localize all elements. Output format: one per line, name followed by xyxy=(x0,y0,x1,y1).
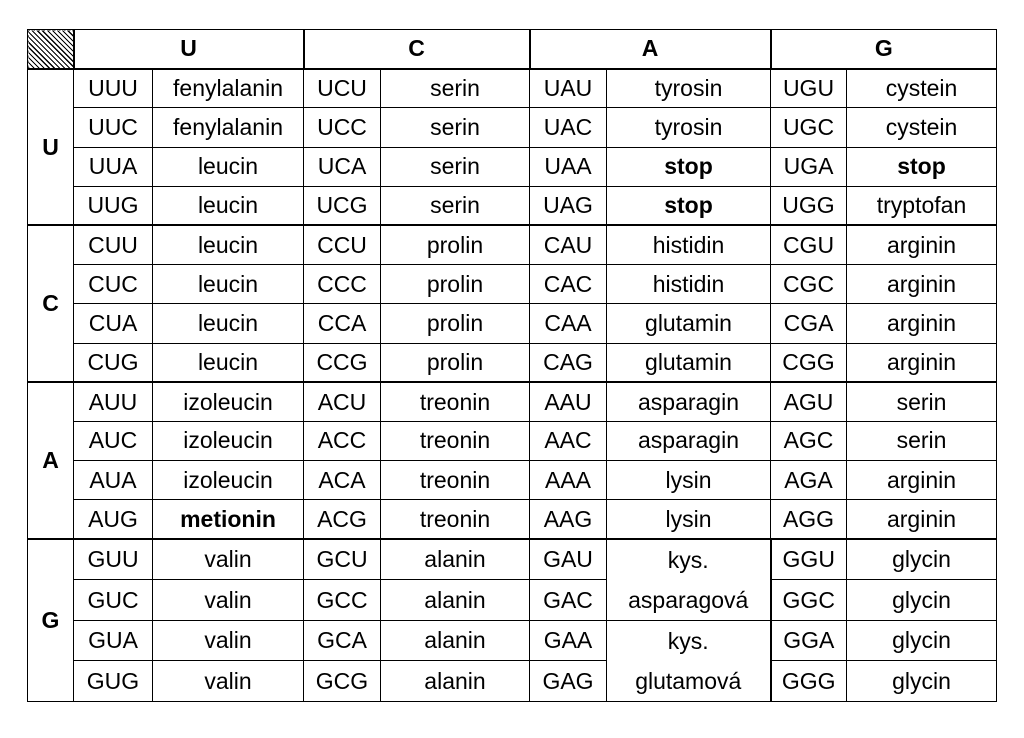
amino-acid-cell-glu xyxy=(607,620,771,701)
amino-acid-cell: leucin xyxy=(153,343,304,382)
amino-acid-cell: serin xyxy=(847,421,997,460)
amino-acid-cell: cystein xyxy=(847,69,997,108)
amino-acid-cell: glycin xyxy=(847,661,997,702)
codon-cell: GCC xyxy=(304,580,381,621)
amino-acid-cell: histidin xyxy=(607,265,771,304)
amino-acid-cell: metionin xyxy=(153,500,304,539)
table-row xyxy=(28,500,997,539)
table-row xyxy=(28,225,997,264)
amino-acid-cell: cystein xyxy=(847,108,997,147)
codon-cell: CGA xyxy=(771,304,847,343)
amino-acid-cell: stop xyxy=(607,186,771,225)
amino-acid-cell: arginin xyxy=(847,500,997,539)
codon-cell: CUA xyxy=(74,304,153,343)
amino-acid-cell: glutamin xyxy=(607,304,771,343)
amino-acid-cell: alanin xyxy=(381,580,530,621)
codon-cell: ACA xyxy=(304,461,381,500)
amino-acid-cell: glycin xyxy=(847,620,997,661)
codon-cell: AUC xyxy=(74,421,153,460)
codon-cell: GAG xyxy=(530,661,607,702)
codon-cell: ACU xyxy=(304,382,381,421)
codon-cell: GGA xyxy=(771,620,847,661)
codon-cell: GAA xyxy=(530,620,607,661)
table-row xyxy=(28,421,997,460)
amino-acid-cell: treonin xyxy=(381,461,530,500)
amino-acid-line: kys. xyxy=(667,546,709,573)
codon-cell: UAG xyxy=(530,186,607,225)
codon-cell: UAC xyxy=(530,108,607,147)
amino-acid-cell: fenylalanin xyxy=(153,69,304,108)
codon-cell: CCG xyxy=(304,343,381,382)
codon-cell: UUU xyxy=(74,69,153,108)
codon-cell: UAU xyxy=(530,69,607,108)
amino-acid-cell: treonin xyxy=(381,500,530,539)
amino-acid-cell: leucin xyxy=(153,265,304,304)
table-row xyxy=(28,304,997,343)
amino-acid-cell: valin xyxy=(153,661,304,702)
amino-acid-cell: alanin xyxy=(381,661,530,702)
codon-cell: AAA xyxy=(530,461,607,500)
codon-cell: GUA xyxy=(74,620,153,661)
codon-cell: CUG xyxy=(74,343,153,382)
genetic-code-table xyxy=(27,29,997,702)
codon-cell: UGA xyxy=(771,147,847,186)
codon-cell: UCG xyxy=(304,186,381,225)
amino-acid-cell: arginin xyxy=(847,343,997,382)
codon-cell: AUG xyxy=(74,500,153,539)
amino-acid-cell: alanin xyxy=(381,539,530,580)
codon-cell: CAA xyxy=(530,304,607,343)
amino-acid-cell: arginin xyxy=(847,265,997,304)
header-base-g: G xyxy=(771,30,997,69)
amino-acid-line: glutamová xyxy=(635,667,742,694)
table-row xyxy=(28,580,997,621)
codon-cell: GUG xyxy=(74,661,153,702)
amino-acid-cell: izoleucin xyxy=(153,461,304,500)
codon-cell: CGG xyxy=(771,343,847,382)
codon-cell: AUU xyxy=(74,382,153,421)
codon-cell: UCU xyxy=(304,69,381,108)
codon-cell: UCA xyxy=(304,147,381,186)
codon-cell: GCA xyxy=(304,620,381,661)
amino-acid-cell: treonin xyxy=(381,382,530,421)
codon-cell: GAU xyxy=(530,539,607,580)
table-row xyxy=(28,620,997,661)
amino-acid-cell: arginin xyxy=(847,225,997,264)
codon-cell: CCA xyxy=(304,304,381,343)
amino-acid-cell: arginin xyxy=(847,461,997,500)
codon-cell: GAC xyxy=(530,580,607,621)
codon-cell: UGC xyxy=(771,108,847,147)
codon-cell: CGU xyxy=(771,225,847,264)
amino-acid-cell: serin xyxy=(381,108,530,147)
hatched-corner-cell xyxy=(28,30,74,69)
amino-acid-cell: valin xyxy=(153,580,304,621)
amino-acid-cell: prolin xyxy=(381,225,530,264)
amino-acid-cell-asp xyxy=(607,539,771,621)
codon-cell: CUC xyxy=(74,265,153,304)
codon-cell: CAC xyxy=(530,265,607,304)
table-row xyxy=(28,108,997,147)
codon-cell: GCU xyxy=(304,539,381,580)
amino-acid-line: kys. xyxy=(667,627,709,654)
first-base-label: C xyxy=(28,225,74,382)
codon-cell: CAU xyxy=(530,225,607,264)
table-row xyxy=(28,661,997,702)
amino-acid-cell: asparagin xyxy=(607,421,771,460)
codon-cell: UCC xyxy=(304,108,381,147)
codon-cell: AGU xyxy=(771,382,847,421)
codon-cell: GGU xyxy=(771,539,847,580)
amino-acid-cell: glycin xyxy=(847,580,997,621)
amino-acid-cell: prolin xyxy=(381,343,530,382)
codon-cell: UAA xyxy=(530,147,607,186)
amino-acid-cell: leucin xyxy=(153,304,304,343)
amino-acid-cell: alanin xyxy=(381,620,530,661)
amino-acid-cell: arginin xyxy=(847,304,997,343)
amino-acid-cell: leucin xyxy=(153,225,304,264)
table-row xyxy=(28,147,997,186)
table-row xyxy=(28,69,997,108)
header-row xyxy=(28,30,997,69)
codon-cell: GUC xyxy=(74,580,153,621)
header-base-c: C xyxy=(304,30,530,69)
codon-cell: UUC xyxy=(74,108,153,147)
table-row xyxy=(28,461,997,500)
table-row xyxy=(28,265,997,304)
table-row xyxy=(28,539,997,580)
first-base-label: G xyxy=(28,539,74,702)
codon-cell: CUU xyxy=(74,225,153,264)
codon-cell: UUG xyxy=(74,186,153,225)
codon-cell: AGG xyxy=(771,500,847,539)
amino-acid-cell: lysin xyxy=(607,461,771,500)
amino-acid-cell: asparagin xyxy=(607,382,771,421)
amino-acid-cell: izoleucin xyxy=(153,382,304,421)
amino-acid-cell: valin xyxy=(153,620,304,661)
amino-acid-cell: leucin xyxy=(153,186,304,225)
amino-acid-cell: prolin xyxy=(381,304,530,343)
codon-cell: ACG xyxy=(304,500,381,539)
table-row xyxy=(28,343,997,382)
first-base-label: A xyxy=(28,382,74,539)
codon-cell: AGC xyxy=(771,421,847,460)
codon-cell: ACC xyxy=(304,421,381,460)
codon-cell: CCC xyxy=(304,265,381,304)
amino-acid-cell: serin xyxy=(381,186,530,225)
amino-acid-cell: serin xyxy=(381,147,530,186)
codon-cell: UGG xyxy=(771,186,847,225)
header-base-u: U xyxy=(74,30,304,69)
table-row xyxy=(28,186,997,225)
amino-acid-cell: serin xyxy=(381,69,530,108)
codon-cell: AGA xyxy=(771,461,847,500)
codon-cell: AAG xyxy=(530,500,607,539)
codon-cell: GUU xyxy=(74,539,153,580)
codon-cell: CCU xyxy=(304,225,381,264)
amino-acid-cell: prolin xyxy=(381,265,530,304)
amino-acid-cell: tyrosin xyxy=(607,108,771,147)
first-base-label: U xyxy=(28,69,74,226)
amino-acid-cell: glutamin xyxy=(607,343,771,382)
amino-acid-cell: valin xyxy=(153,539,304,580)
codon-cell: AAC xyxy=(530,421,607,460)
codon-cell: UGU xyxy=(771,69,847,108)
amino-acid-cell: stop xyxy=(847,147,997,186)
amino-acid-cell: stop xyxy=(607,147,771,186)
amino-acid-line: asparagová xyxy=(628,586,749,613)
codon-cell: AAU xyxy=(530,382,607,421)
amino-acid-cell: leucin xyxy=(153,147,304,186)
codon-cell: AUA xyxy=(74,461,153,500)
codon-cell: CGC xyxy=(771,265,847,304)
amino-acid-cell: histidin xyxy=(607,225,771,264)
amino-acid-cell: serin xyxy=(847,382,997,421)
amino-acid-cell: lysin xyxy=(607,500,771,539)
codon-cell: GGC xyxy=(771,580,847,621)
table-row xyxy=(28,382,997,421)
codon-cell: CAG xyxy=(530,343,607,382)
amino-acid-cell: tyrosin xyxy=(607,69,771,108)
codon-cell: GCG xyxy=(304,661,381,702)
header-base-a: A xyxy=(530,30,771,69)
codon-cell: UUA xyxy=(74,147,153,186)
codon-cell: GGG xyxy=(771,661,847,702)
amino-acid-cell: glycin xyxy=(847,539,997,580)
amino-acid-cell: fenylalanin xyxy=(153,108,304,147)
amino-acid-cell: treonin xyxy=(381,421,530,460)
amino-acid-cell: izoleucin xyxy=(153,421,304,460)
amino-acid-cell: tryptofan xyxy=(847,186,997,225)
